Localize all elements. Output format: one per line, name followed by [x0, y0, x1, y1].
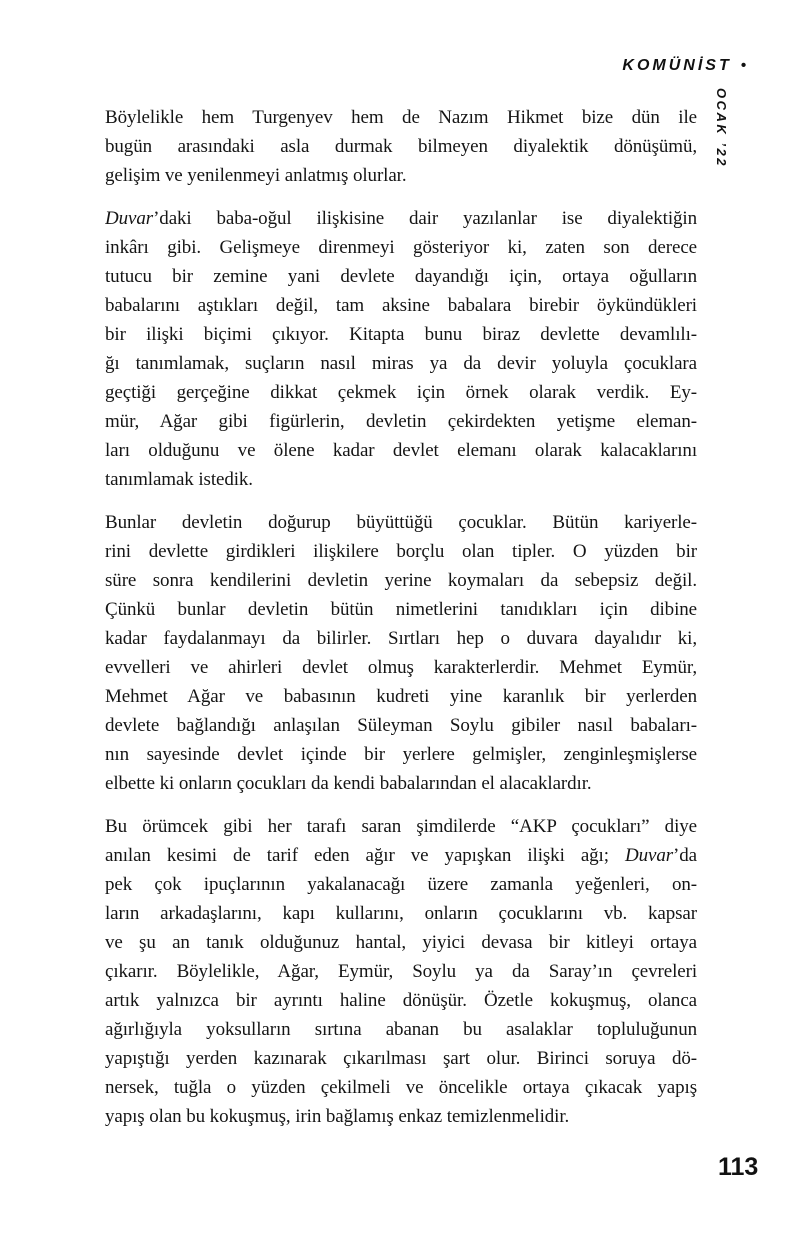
text-line [105, 537, 697, 566]
paragraph [105, 103, 697, 190]
text-line [105, 291, 697, 320]
text-line [105, 682, 697, 711]
text-segment: artık yalnızca bir ayrıntı haline dönüşür. Özetle kokuşmuş, olanca [105, 990, 697, 1011]
text-line [105, 465, 697, 494]
text-line [105, 899, 697, 928]
text-line [105, 566, 697, 595]
page-number: 113 [718, 1153, 759, 1181]
text-line [105, 407, 697, 436]
text-segment: inkârı gibi. Gelişmeye direnmeyi gösteriyor ki, zaten son derece [105, 237, 697, 258]
text-line [105, 349, 697, 378]
text-line [105, 1044, 697, 1073]
text-segment: devlete bağlandığı anlaşılan Süleyman Soylu gibiler nasıl babaları- [105, 715, 697, 736]
text-line [105, 436, 697, 465]
text-segment: ’da [673, 845, 697, 866]
text-segment: evvelleri ve ahirleri devlet olmuş karakterlerdir. Mehmet Eymür, [105, 657, 697, 678]
text-segment: ğı tanımlamak, suçların nasıl miras ya da devir yoluyla çocuklara [105, 353, 697, 374]
text-segment: mür, Ağar gibi figürlerin, devletin çekirdekten yetişme eleman- [105, 411, 697, 432]
text-segment: nın sayesinde devlet içinde bir yerlere gelmişler, zenginleşmişlerse [105, 744, 697, 765]
text-segment: tanımlamak istedik. [105, 469, 253, 490]
paragraph [105, 204, 697, 494]
text-line [105, 320, 697, 349]
text-line [105, 595, 697, 624]
article-body [105, 103, 697, 1145]
text-segment: ve şu an tanık olduğunuz hantal, yiyici devasa bir kitleyi ortaya [105, 932, 697, 953]
text-segment: ağırlığıyla yoksulların sırtına abanan bu asalaklar topluluğunun [105, 1019, 697, 1040]
text-segment: ların arkadaşlarını, kapı kullarını, onların çocuklarını vb. kapsar [105, 903, 697, 924]
text-segment: nersek, tuğla o yüzden çekilmeli ve öncelikle ortaya çıkacak yapış [105, 1077, 697, 1098]
text-line [105, 653, 697, 682]
text-line [105, 103, 697, 132]
text-segment: ları olduğunu ve ölene kadar devlet elemanı olarak kalacaklarını [105, 440, 697, 461]
text-line [105, 740, 697, 769]
text-segment: gelişim ve yenilenmeyi anlatmış olurlar. [105, 165, 407, 186]
italic-text-segment: Duvar [624, 845, 674, 866]
text-segment: Mehmet Ağar ve babasının kudreti yine karanlık bir yerlerden [105, 686, 697, 707]
italic-text-segment: Duvar [105, 208, 154, 229]
text-line [105, 928, 697, 957]
text-segment: yapış olan bu kokuşmuş, irin bağlamış enkaz temizlenmelidir. [105, 1106, 570, 1127]
text-segment: geçtiği gerçeğine dikkat çekmek için örnek olarak verdik. Ey- [105, 382, 697, 403]
text-segment: bugün arasındaki asla durmak bilmeyen diyalektik dönüşümü, [105, 136, 697, 157]
text-line [105, 812, 697, 841]
text-segment: ’daki baba-oğul ilişkisine dair yazılanlar ise diyalektiğin [153, 208, 697, 229]
text-segment: tutucu bir zemine yani devlete dayandığı için, ortaya oğulların [105, 266, 697, 287]
running-header [0, 57, 746, 75]
text-line [105, 262, 697, 291]
text-segment: Çünkü bunlar devletin bütün nimetlerini tanıdıkları için dibine [105, 599, 697, 620]
text-line [105, 624, 697, 653]
text-segment: anılan kesimi de tarif eden ağır ve yapışkan ilişki ağı; [105, 845, 625, 866]
text-line [105, 233, 697, 262]
text-segment: kadar faydalanmayı da bilirler. Sırtları hep o duvara dayalıdır ki, [105, 628, 697, 649]
magazine-title: KOMÜNİST [622, 57, 732, 74]
text-line [105, 132, 697, 161]
text-line [105, 986, 697, 1015]
text-line [105, 1073, 697, 1102]
text-segment: bir ilişki biçimi çıkıyor. Kitapta bunu biraz devlette devamlılı- [105, 324, 697, 345]
text-line [105, 204, 697, 233]
text-segment: Böylelikle hem Turgenyev hem de Nazım Hikmet bize dün ile [105, 107, 697, 128]
text-segment: elbette ki onların çocukları da kendi babalarından el alacaklardır. [105, 773, 592, 794]
text-line [105, 1015, 697, 1044]
text-line [105, 161, 697, 190]
text-segment: rini devlette girdikleri ilişkilere borçlu olan tipler. O yüzden bir [105, 541, 697, 562]
text-segment: babalarını aştıkları değil, tam aksine babalara birebir öykündükleri [105, 295, 697, 316]
text-line [105, 769, 697, 798]
text-segment: Bu örümcek gibi her tarafı saran şimdilerde “AKP çocukları” diye [105, 816, 697, 837]
text-line [105, 957, 697, 986]
paragraph [105, 508, 697, 798]
issue-date-label: OCAK ’22 [714, 88, 729, 168]
bullet-icon: • [740, 57, 746, 74]
text-line [105, 508, 697, 537]
text-segment: Bunlar devletin doğurup büyüttüğü çocuklar. Bütün kariyerle- [105, 512, 697, 533]
text-segment: süre sonra kendilerini devletin yerine koymaları da sebepsiz değil. [105, 570, 697, 591]
paragraph [105, 812, 697, 1131]
text-line [105, 1102, 697, 1131]
text-line [105, 711, 697, 740]
text-line [105, 841, 697, 870]
text-line [105, 378, 697, 407]
text-line [105, 870, 697, 899]
text-segment: pek çok ipuçlarının yakalanacağı üzere zamanla yeğenleri, on- [105, 874, 697, 895]
text-segment: çıkarır. Böylelikle, Ağar, Eymür, Soylu ya da Saray’ın çevreleri [105, 961, 697, 982]
text-segment: yapıştığı yerden kazınarak çıkarılması şart olur. Birinci soruya dö- [105, 1048, 697, 1069]
